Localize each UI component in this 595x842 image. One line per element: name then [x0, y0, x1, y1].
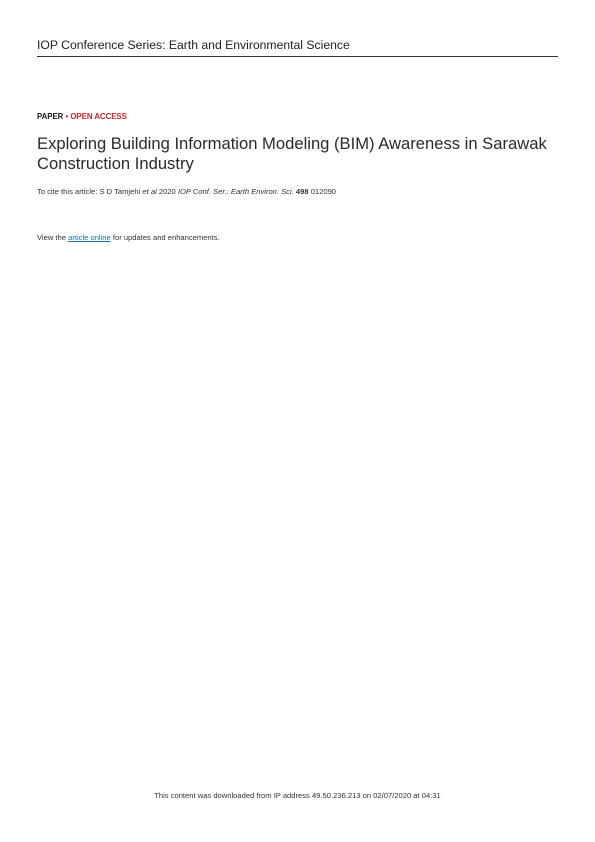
citation-year: 2020	[156, 187, 178, 196]
citation-volume: 498	[295, 187, 309, 196]
citation-article-number: 012090	[308, 187, 337, 196]
journal-name: IOP Conference Series: Earth and Environmental Science	[37, 38, 350, 52]
article-online-link[interactable]: article online	[68, 233, 111, 242]
journal-header	[37, 36, 558, 57]
view-online-line	[37, 233, 220, 242]
citation-line	[37, 187, 336, 196]
citation-journal: IOP Conf. Ser.: Earth Environ. Sci.	[177, 187, 294, 196]
article-type-separator: •	[63, 112, 71, 121]
view-online-prefix: View the	[37, 233, 69, 242]
article-type-line	[37, 112, 127, 121]
article-type-label: PAPER	[37, 112, 64, 121]
citation-prefix: To cite this article: S D Tamjehi	[37, 187, 143, 196]
download-note: This content was downloaded from IP address 49.50.236.213 on 02/07/2020 at 04:31	[154, 791, 441, 800]
open-access-label: OPEN ACCESS	[70, 112, 127, 121]
article-title: Exploring Building Information Modeling (BIM) Awareness in Sarawak Construction Industry	[37, 134, 547, 173]
citation-et-al: et al	[142, 187, 157, 196]
view-online-suffix: for updates and enhancements.	[110, 233, 220, 242]
